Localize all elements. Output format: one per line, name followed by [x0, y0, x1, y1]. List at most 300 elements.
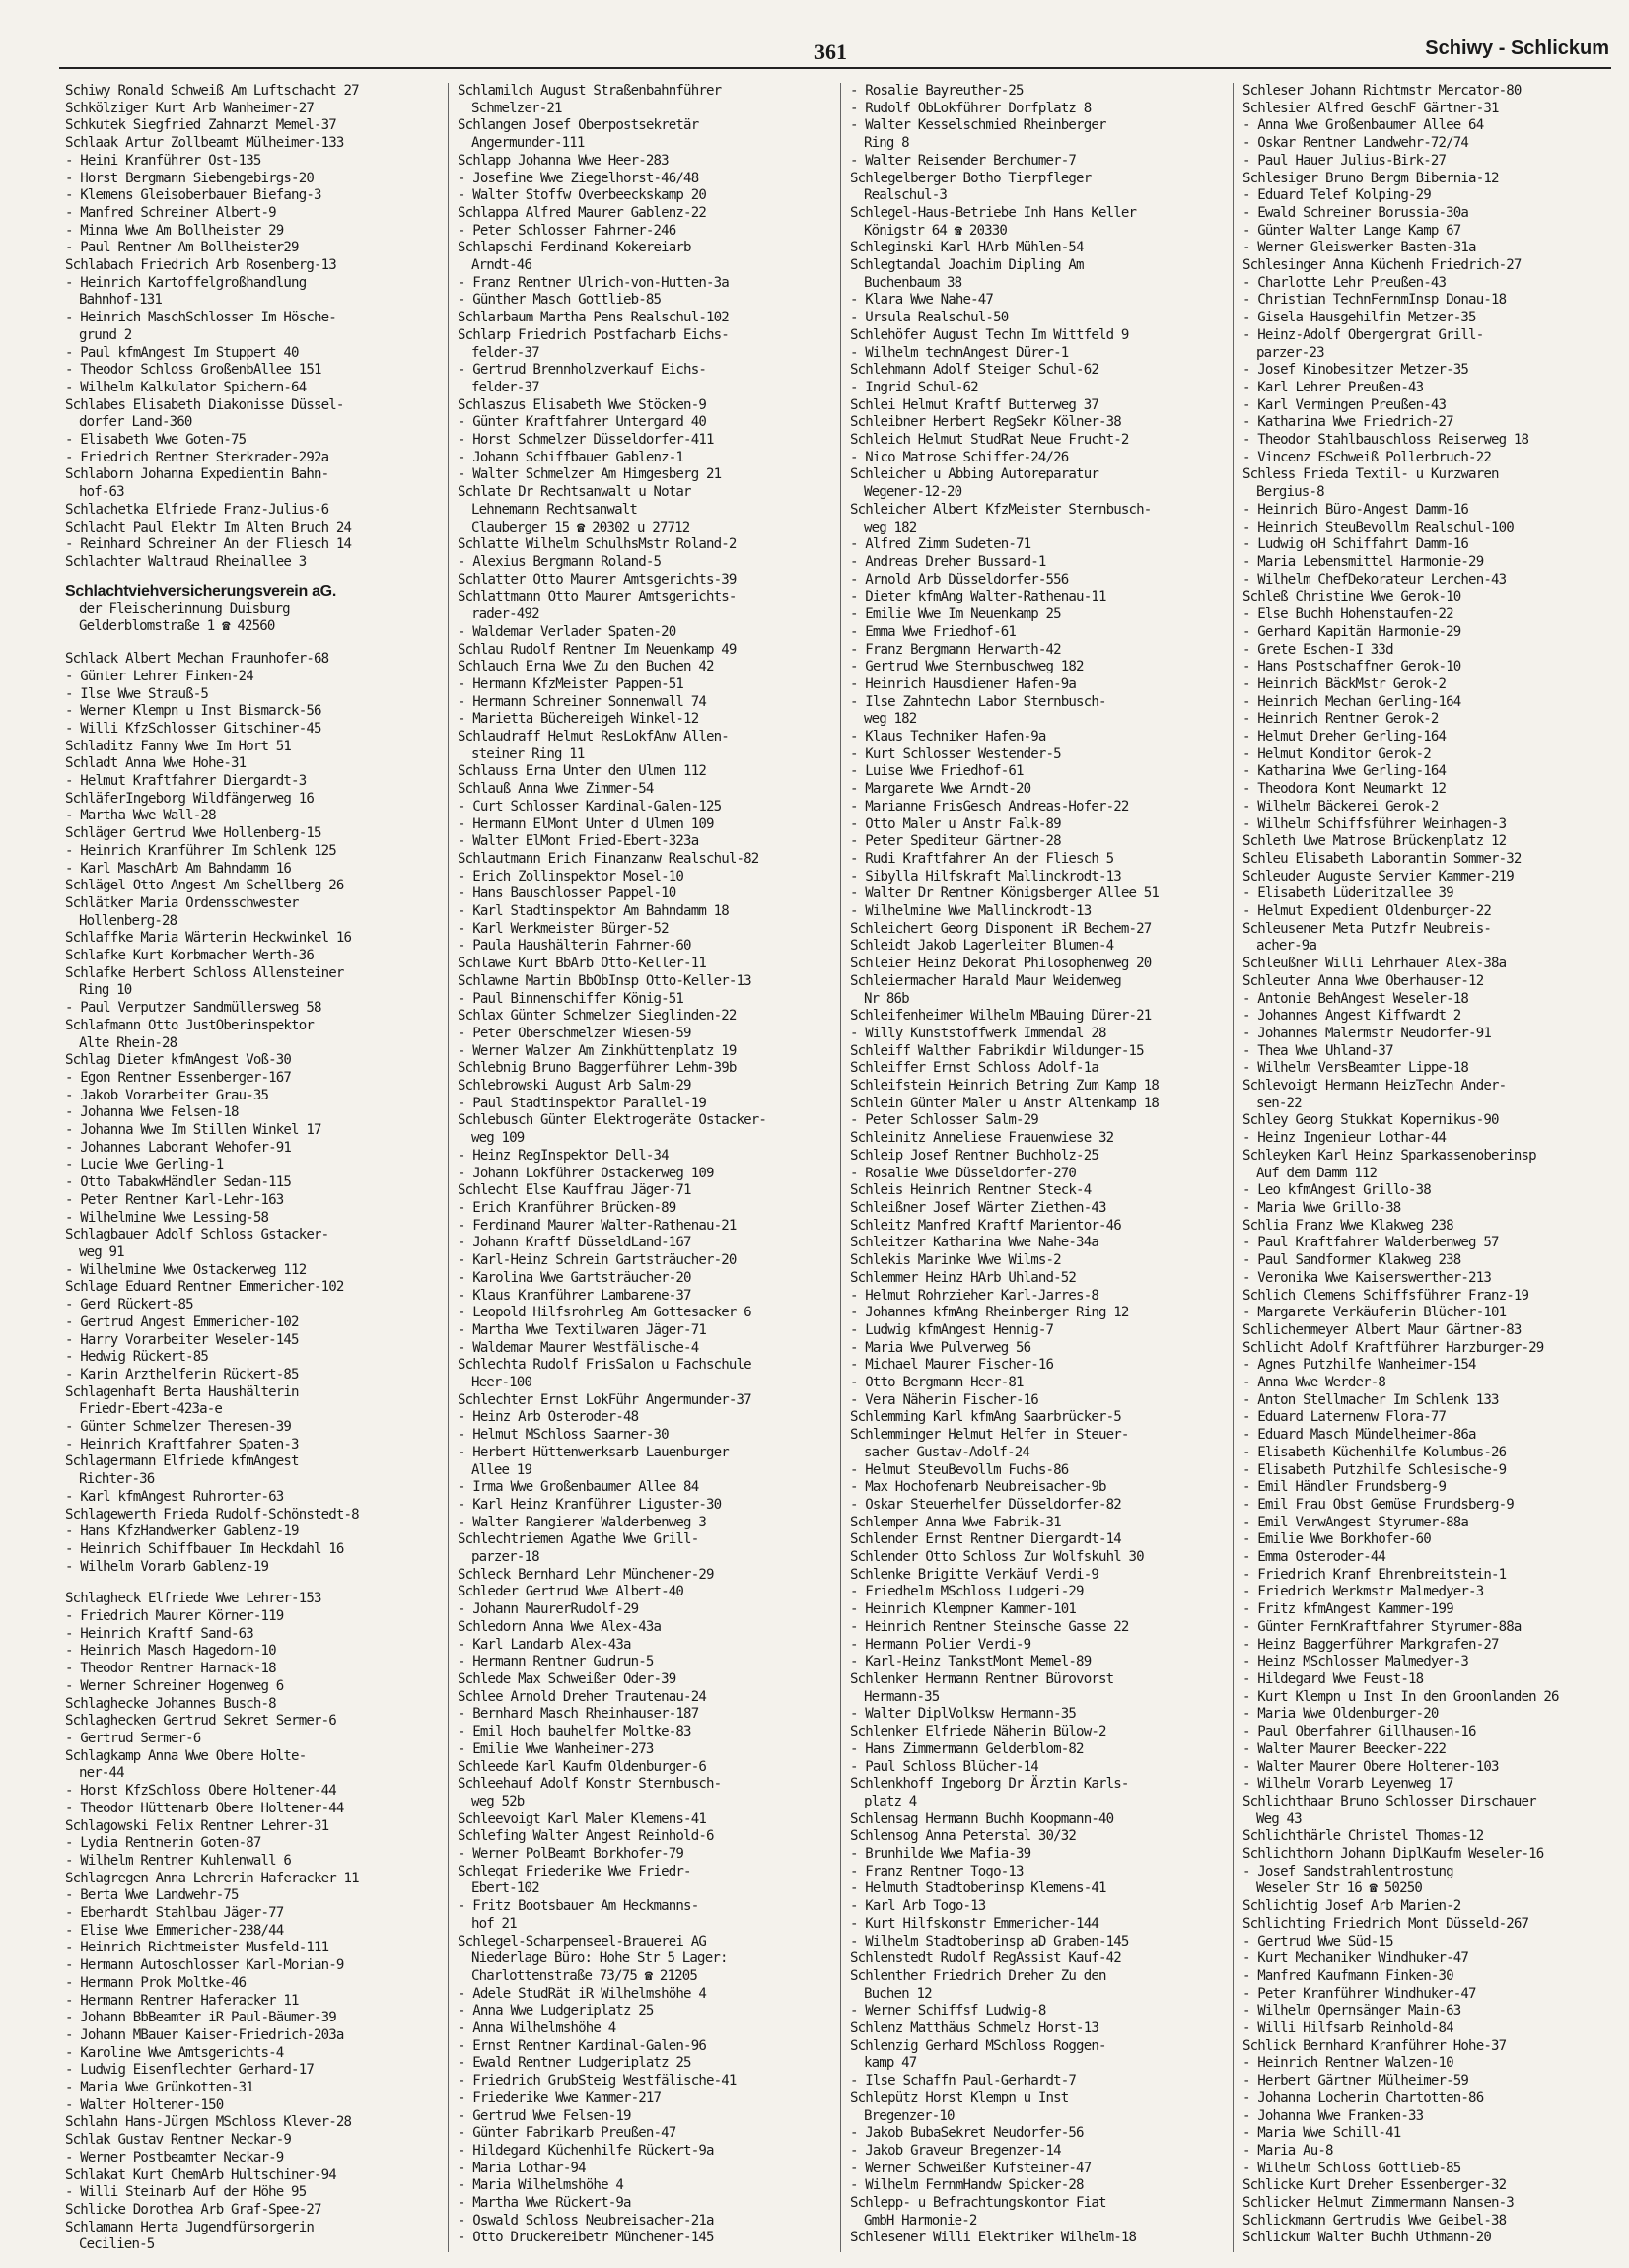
page-number: 361: [814, 39, 847, 64]
directory-entry: - Willy Kunststoffwerk Immendal 28: [850, 1025, 1106, 1041]
directory-entry: Schkölziger Kurt Arb Wanheimer-27: [65, 100, 314, 116]
directory-entry: Schlachter Waltraud Rheinallee 3: [65, 553, 307, 570]
directory-entry: Schlapp Johanna Wwe Heer-283: [458, 152, 669, 169]
directory-entry: - Maria Wwe Grillo-38: [1242, 1200, 1401, 1216]
directory-entry: - Kurt Schlosser Westender-5: [850, 745, 1061, 762]
directory-entry: - Karl Arb Togo-13: [850, 1898, 986, 1915]
entry-continuation: platz 4: [864, 1793, 917, 1809]
directory-entry: Schlick Bernhard Kranführer Hohe-37: [1242, 2037, 1507, 2054]
directory-entry: - Margarete Wwe Arndt-20: [850, 781, 1031, 798]
entry-continuation: Heer-100: [471, 1375, 532, 1391]
directory-entry: Schlesier Alfred GeschF Gärtner-31: [1242, 100, 1499, 116]
directory-entry: - Agnes Putzhilfe Wanheimer-154: [1242, 1357, 1476, 1374]
directory-entry: Schlak Gustav Rentner Neckar-9: [65, 2132, 292, 2149]
directory-entry: Schleede Karl Kaufm Oldenburger-6: [458, 1758, 706, 1775]
directory-entry: - Horst KfzSchloss Obere Holtener-44: [65, 1783, 336, 1800]
directory-entry: - Paul Verputzer Sandmüllersweg 58: [65, 1000, 321, 1017]
directory-entry: - Otto Maler u Anstr Falk-89: [850, 815, 1061, 832]
entry-continuation: Alte Rhein-28: [79, 1034, 177, 1051]
directory-entry: - Wilhelmine Wwe Lessing-58: [65, 1209, 269, 1226]
entry-continuation: Nr 86b: [864, 990, 909, 1007]
entry-continuation: Bergius-8: [1256, 484, 1324, 501]
entry-continuation: Buchenbaum 38: [864, 274, 962, 291]
entry-continuation: Angermunder-111: [471, 135, 585, 152]
directory-entry: - Emil Händler Frundsberg-9: [1242, 1479, 1447, 1496]
directory-entry: Schlaghecken Gertrud Sekret Sermer-6: [65, 1713, 336, 1730]
directory-entry: Schleginski Karl HArb Mühlen-54: [850, 240, 1084, 256]
entry-continuation: Allee 19: [471, 1461, 532, 1478]
directory-entry: - Ernst Rentner Kardinal-Galen-96: [458, 2037, 706, 2054]
directory-entry: - Paul Oberfahrer Gillhausen-16: [1242, 1724, 1476, 1740]
directory-entry: - Johanna Locherin Chartotten-86: [1242, 2090, 1484, 2106]
directory-entry: - Helmut Dreher Gerling-164: [1242, 729, 1447, 745]
directory-entry: Schlenz Matthäus Schmelz Horst-13: [850, 2020, 1098, 2037]
directory-entry: - Anna Wwe Werder-8: [1242, 1375, 1386, 1391]
directory-entry: - Margarete Verkäuferin Blücher-101: [1242, 1305, 1507, 1321]
directory-entry: - Ingrid Schul-62: [850, 379, 978, 395]
directory-entry: Schlender Otto Schloss Zur Wolfskuhl 30: [850, 1549, 1144, 1566]
directory-entry: - Waldemar Maurer Westfälische-4: [458, 1339, 699, 1356]
directory-entry: - Heinrich MaschSchlosser Im Hösche-: [65, 310, 336, 326]
directory-entry: - Ludwig oH Schiffahrt Damm-16: [1242, 536, 1469, 553]
entry-continuation: Bregenzer-10: [864, 2107, 955, 2124]
directory-entry: Schleifstein Heinrich Betring Zum Kamp 18: [850, 1078, 1160, 1095]
directory-entry: - Leo kfmAngest Grillo-38: [1242, 1182, 1431, 1199]
directory-entry: - Thea Wwe Uhland-37: [1242, 1042, 1393, 1059]
directory-entry: Schleibner Herbert RegSekr Kölner-38: [850, 414, 1121, 431]
directory-entry: - Helmut Kraftfahrer Diergardt-3: [65, 773, 307, 790]
directory-entry: - Hildegard Küchenhilfe Rückert-9a: [458, 2142, 714, 2159]
directory-entry: - Walter Dr Rentner Königsberger Allee 51: [850, 886, 1160, 902]
directory-entry: - Karl Stadtinspektor Am Bahndamm 18: [458, 903, 729, 920]
directory-entry: - Helmut MSchloss Saarner-30: [458, 1427, 669, 1444]
directory-entry: - Johann MaurerRudolf-29: [458, 1601, 639, 1618]
directory-entry: Schlichenmeyer Albert Maur Gärtner-83: [1242, 1321, 1522, 1338]
directory-entry: Schleehauf Adolf Konstr Sternbusch-: [458, 1776, 722, 1793]
directory-entry: - Anna Wwe Ludgeriplatz 25: [458, 2003, 654, 2020]
directory-entry: Schlenke Brigitte Verkäuf Verdi-9: [850, 1566, 1098, 1583]
directory-entry: - Walter Holtener-150: [65, 2096, 224, 2113]
directory-entry: - Helmut SteuBevollm Fuchs-86: [850, 1461, 1069, 1478]
directory-entry: Schlarp Friedrich Postfacharb Eichs-: [458, 326, 729, 343]
directory-entry: - Walter Rangierer Walderbenweg 3: [458, 1514, 706, 1530]
directory-entry: - Helmut Rohrzieher Karl-Jarres-8: [850, 1287, 1098, 1304]
directory-entry: Schlaffke Maria Wärterin Heckwinkel 16: [65, 930, 352, 947]
directory-entry: - Werner Gleiswerker Basten-31a: [1242, 240, 1476, 256]
directory-entry: - Eberhardt Stahlbau Jäger-77: [65, 1905, 284, 1922]
directory-entry: - Heinz Baggerführer Markgrafen-27: [1242, 1636, 1499, 1653]
directory-entry: - Otto Druckereibetr Münchener-145: [458, 2230, 714, 2246]
directory-entry: - Maria Wilhelmshöhe 4: [458, 2177, 623, 2194]
directory-entry: Schleth Uwe Matrose Brückenplatz 12: [1242, 833, 1507, 850]
directory-entry: - Peter Schlosser Salm-29: [850, 1112, 1038, 1129]
directory-entry: - Elisabeth Putzhilfe Schlesische-9: [1242, 1461, 1507, 1478]
entry-continuation: Cecilien-5: [79, 2236, 155, 2252]
directory-entry: - Johann BbBeamter iR Paul-Bäumer-39: [65, 2010, 336, 2026]
directory-entry: Schleier Heinz Dekorat Philosophenweg 20: [850, 956, 1152, 972]
directory-entry: - Wilhelm VersBeamter Lippe-18: [1242, 1060, 1469, 1077]
entry-continuation: Weg 43: [1256, 1810, 1302, 1827]
directory-entry: - Jakob Vorarbeiter Grau-35: [65, 1087, 269, 1103]
entry-continuation: Richter-36: [79, 1471, 155, 1488]
directory-entry: - Heinz RegInspektor Dell-34: [458, 1147, 669, 1164]
entry-continuation: Gelderblomstraße 1 ☎ 42560: [79, 618, 275, 635]
directory-entry: - Hans Bauschlosser Pappel-10: [458, 886, 676, 902]
directory-entry: Schlaak Artur Zollbeamt Mülheimer-133: [65, 135, 344, 152]
directory-entry: - Egon Rentner Essenberger-167: [65, 1069, 292, 1086]
directory-entry: - Heinrich Rentner Gerok-2: [1242, 711, 1439, 728]
directory-entry: - Günther Masch Gottlieb-85: [458, 292, 662, 309]
directory-entry: Schlichthorn Johann DiplKaufm Weseler-16: [1242, 1846, 1544, 1863]
directory-entry: - Emilie Wwe Wanheimer-273: [458, 1740, 654, 1757]
entry-continuation: weg 182: [864, 711, 917, 728]
entry-continuation: Niederlage Büro: Hohe Str 5 Lager:: [471, 1950, 728, 1967]
entry-continuation: sacher Gustav-Adolf-24: [864, 1444, 1029, 1460]
directory-column-4: [1242, 83, 1615, 2252]
directory-entry: Schlender Ernst Rentner Diergardt-14: [850, 1531, 1121, 1548]
directory-entry: - Willi KfzSchlosser Gitschiner-45: [65, 720, 321, 737]
directory-entry: - Maria Wwe Schill-41: [1242, 2125, 1401, 2142]
directory-entry: Schlicke Dorothea Arb Graf-Spee-27: [65, 2201, 321, 2218]
directory-entry: Schlacht Paul Elektr Im Alten Bruch 24: [65, 519, 352, 535]
directory-entry: - Gertrud Wwe Süd-15: [1242, 1933, 1393, 1949]
directory-entry: - Gisela Hausgehilfin Metzer-35: [1242, 310, 1476, 326]
directory-entry: - Friederike Wwe Kammer-217: [458, 2090, 662, 2106]
directory-entry: - Karl Lehrer Preußen-43: [1242, 379, 1424, 395]
entry-continuation: felder-37: [471, 379, 539, 395]
directory-entry: - Michael Maurer Fischer-16: [850, 1357, 1054, 1374]
directory-entry: - Kurt Hilfskonstr Emmericher-144: [850, 1915, 1098, 1932]
directory-entry: - Adele StudRät iR Wilhelmshöhe 4: [458, 1985, 706, 2002]
directory-entry: - Heinz MSchlosser Malmedyer-3: [1242, 1654, 1469, 1670]
directory-entry: - Karolina Wwe Gartsträucher-20: [458, 1269, 691, 1286]
directory-entry: - Maria Wwe Oldenburger-20: [1242, 1706, 1439, 1723]
entry-continuation: GmbH Harmonie-2: [864, 2212, 977, 2229]
directory-entry: Schlagregen Anna Lehrerin Haferacker 11: [65, 1870, 359, 1886]
directory-entry: - Hans Zimmermann Gelderblom-82: [850, 1740, 1084, 1757]
directory-entry: Schlemming Karl kfmAng Saarbrücker-5: [850, 1409, 1121, 1426]
directory-entry: - Walter DiplVolksw Hermann-35: [850, 1706, 1077, 1723]
directory-entry: Schlätker Maria Ordensschwester: [65, 894, 299, 911]
directory-entry: - Oskar Steuerhelfer Düsseldorfer-82: [850, 1496, 1121, 1513]
directory-entry: - Paul Sandformer Klakweg 238: [1242, 1252, 1461, 1269]
directory-entry: Schlehmann Adolf Steiger Schul-62: [850, 362, 1098, 379]
directory-entry: - Josef Sandstrahlentrostung: [1242, 1863, 1453, 1879]
entry-continuation: parzer-18: [471, 1549, 539, 1566]
directory-entry: - Paul Stadtinspektor Parallel-19: [458, 1095, 706, 1111]
directory-entry: - Jakob BubaSekret Neudorfer-56: [850, 2125, 1084, 2142]
entry-continuation: hof 21: [471, 1915, 517, 1932]
entry-continuation: acher-9a: [1256, 938, 1317, 955]
directory-entry: - Elisabeth Lüderitzallee 39: [1242, 886, 1453, 902]
directory-entry: - Klara Wwe Nahe-47: [850, 292, 994, 309]
directory-entry: Schiwy Ronald Schweiß Am Luftschacht 27: [65, 83, 359, 99]
entry-continuation: Ring 10: [79, 982, 132, 999]
directory-entry: - Johann Lokführer Ostackerweg 109: [458, 1165, 714, 1181]
directory-entry: - Bernhard Masch Rheinhauser-187: [458, 1706, 699, 1723]
directory-entry: - Hermann Prok Moltke-46: [65, 1974, 247, 1991]
directory-entry: Schlenzig Gerhard MSchloss Roggen-: [850, 2037, 1106, 2054]
directory-entry: - Rosalie Bayreuther-25: [850, 83, 1024, 99]
entry-continuation: kamp 47: [864, 2055, 917, 2072]
directory-entry: Schleicher Albert KfzMeister Sternbusch-: [850, 501, 1152, 518]
directory-entry: - Karl Werkmeister Bürger-52: [458, 920, 669, 937]
directory-entry: - Friedrich Kranf Ehrenbreitstein-1: [1242, 1566, 1507, 1583]
directory-entry: - Ewald Rentner Ludgeriplatz 25: [458, 2055, 691, 2072]
directory-entry: - Walter Reisender Berchumer-7: [850, 152, 1077, 169]
directory-entry: Schleifenheimer Wilhelm MBauing Dürer-21: [850, 1008, 1152, 1025]
directory-entry: Schlehöfer August Techn Im Wittfeld 9: [850, 326, 1129, 343]
directory-entry: Schlack Albert Mechan Fraunhofer-68: [65, 651, 329, 668]
directory-entry: Schleißner Josef Wärter Ziethen-43: [850, 1200, 1106, 1216]
directory-entry: - Arnold Arb Düsseldorfer-556: [850, 571, 1069, 588]
directory-entry: - Emma Wwe Friedhof-61: [850, 623, 1016, 640]
directory-entry: Schlagermann Elfriede kfmAngest: [65, 1453, 299, 1470]
column-divider: [840, 83, 841, 2252]
directory-entry: - Friedrich Werkmstr Malmedyer-3: [1242, 1584, 1484, 1600]
directory-entry: - Gertrud Brennholzverkauf Eichs-: [458, 362, 706, 379]
directory-entry: - Günter Kraftfahrer Untergard 40: [458, 414, 706, 431]
directory-entry: Schlax Günter Schmelzer Sieglinden-22: [458, 1008, 737, 1025]
directory-entry: - Luise Wwe Friedhof-61: [850, 763, 1024, 780]
directory-entry: - Hermann Schreiner Sonnenwall 74: [458, 693, 706, 710]
directory-entry: - Heinrich Richtmeister Musfeld-111: [65, 1940, 329, 1956]
directory-entry: - Karl Heinz Kranführer Liguster-30: [458, 1496, 722, 1513]
directory-entry: - Fritz kfmAngest Kammer-199: [1242, 1601, 1453, 1618]
directory-entry: - Helmut Expedient Oldenburger-22: [1242, 903, 1491, 920]
directory-entry: Schlagewerth Frieda Rudolf-Schönstedt-8: [65, 1506, 359, 1523]
directory-entry: Schlagkamp Anna Wwe Obere Holte-: [65, 1747, 307, 1764]
directory-entry: - Max Hochofenarb Neubreisacher-9b: [850, 1479, 1106, 1496]
directory-entry: Schleich Helmut StudRat Neue Frucht-2: [850, 432, 1129, 449]
directory-entry: - Werner Postbeamter Neckar-9: [65, 2149, 284, 2165]
directory-entry: - Martha Wwe Rückert-9a: [458, 2195, 631, 2212]
entry-continuation: weg 91: [79, 1244, 124, 1260]
directory-entry: - Heinrich Kartoffelgroßhandlung: [65, 274, 307, 291]
directory-entry: Schlegat Friederike Wwe Friedr-: [458, 1863, 691, 1879]
directory-entry: Schlahn Hans-Jürgen MSchloss Klever-28: [65, 2114, 352, 2131]
directory-entry: - Hildegard Wwe Feust-18: [1242, 1670, 1424, 1687]
entry-continuation: Wegener-12-20: [864, 484, 962, 501]
directory-entry: - Heinrich Kraftfahrer Spaten-3: [65, 1436, 299, 1453]
directory-entry: - Heinrich SteuBevollm Realschul-100: [1242, 519, 1514, 535]
entry-continuation: Königstr 64 ☎ 20330: [864, 222, 1008, 239]
directory-entry: Schlepp- u Befrachtungskontor Fiat: [850, 2195, 1106, 2212]
directory-entry: - Franz Rentner Ulrich-von-Hutten-3a: [458, 274, 729, 291]
directory-entry: - Karin Arzthelferin Rückert-85: [65, 1366, 299, 1382]
directory-entry: - Karl MaschArb Am Bahndamm 16: [65, 860, 292, 877]
directory-entry: - Johannes kfmAng Rheinberger Ring 12: [850, 1305, 1129, 1321]
directory-entry: - Harry Vorarbeiter Weseler-145: [65, 1331, 299, 1348]
directory-entry: Schleu Elisabeth Laborantin Sommer-32: [1242, 850, 1522, 867]
directory-entry: - Walter ElMont Fried-Ebert-323a: [458, 833, 699, 850]
directory-entry: - Ilse Zahntechn Labor Sternbusch-: [850, 693, 1106, 710]
directory-entry: - Werner Klempn u Inst Bismarck-56: [65, 703, 321, 720]
directory-entry: - Anton Stellmacher Im Schlenk 133: [1242, 1391, 1499, 1408]
directory-entry: - Friedhelm MSchloss Ludgeri-29: [850, 1584, 1084, 1600]
directory-entry: - Fritz Bootsbauer Am Heckmanns-: [458, 1898, 699, 1915]
directory-entry: - Katharina Wwe Gerling-164: [1242, 763, 1447, 780]
entry-continuation: Realschul-3: [864, 187, 947, 204]
directory-entry: Schlichtig Josef Arb Marien-2: [1242, 1898, 1461, 1915]
directory-entry: Schlegel-Scharpenseel-Brauerei AG: [458, 1933, 706, 1949]
directory-entry: Schlenkhoff Ingeborg Dr Ärztin Karls-: [850, 1776, 1129, 1793]
directory-entry: Schlagheck Elfriede Wwe Lehrer-153: [65, 1591, 321, 1607]
directory-entry: - Waldemar Verlader Spaten-20: [458, 623, 676, 640]
directory-entry: Schlate Dr Rechtsanwalt u Notar: [458, 484, 691, 501]
directory-entry: - Berta Wwe Landwehr-75: [65, 1887, 239, 1904]
directory-entry: - Anna Wilhelmshöhe 4: [458, 2020, 616, 2037]
directory-entry: - Theodora Kont Neumarkt 12: [1242, 781, 1447, 798]
directory-entry: - Eduard Laternenw Flora-77: [1242, 1409, 1447, 1426]
directory-entry: - Elise Wwe Emmericher-238/44: [65, 1922, 284, 1939]
entry-continuation: Ring 8: [864, 135, 909, 152]
directory-entry: Schlekis Marinke Wwe Wilms-2: [850, 1252, 1061, 1269]
directory-entry: - Charlotte Lehr Preußen-43: [1242, 274, 1447, 291]
directory-entry: - Ludwig Eisenflechter Gerhard-17: [65, 2062, 314, 2079]
directory-entry: Schläger Gertrud Wwe Hollenberg-15: [65, 825, 321, 842]
directory-entry: - Werner Schweißer Kufsteiner-47: [850, 2160, 1092, 2176]
directory-column-2: [458, 83, 830, 2252]
directory-entry: - Wilhelm FernmHandw Spicker-28: [850, 2177, 1084, 2194]
directory-entry: - Heinz-Adolf Obergergrat Grill-: [1242, 326, 1484, 343]
directory-entry: Schlensog Anna Peterstal 30/32: [850, 1828, 1077, 1845]
directory-entry: - Elisabeth Küchenhilfe Kolumbus-26: [1242, 1444, 1507, 1460]
directory-entry: - Vincenz ESchweiß Pollerbruch-22: [1242, 449, 1491, 465]
directory-entry: Schleuder Auguste Servier Kammer-219: [1242, 868, 1514, 885]
column-divider: [448, 83, 449, 2252]
entry-continuation: hof-63: [79, 484, 124, 501]
directory-entry: Schleinitz Anneliese Frauenwiese 32: [850, 1130, 1114, 1147]
directory-entry: - Hermann ElMont Unter d Ulmen 109: [458, 815, 714, 832]
directory-entry: - Ferdinand Maurer Walter-Rathenau-21: [458, 1217, 737, 1234]
directory-entry: - Paul Hauer Julius-Birk-27: [1242, 152, 1447, 169]
directory-entry: - Heinz Ingenieur Lothar-44: [1242, 1130, 1447, 1147]
directory-entry: Schlawne Martin BbObInsp Otto-Keller-13: [458, 972, 751, 989]
directory-entry: Schlaborn Johanna Expedientin Bahn-: [65, 466, 329, 483]
directory-entry: Schlichthärle Christel Thomas-12: [1242, 1828, 1484, 1845]
directory-entry: - Ewald Schreiner Borussia-30a: [1242, 204, 1469, 221]
directory-entry: Schlesener Willi Elektriker Wilhelm-18: [850, 2230, 1137, 2246]
entry-continuation: Lehnemann Rechtsanwalt: [471, 501, 637, 518]
directory-entry: - Hermann Rentner Gudrun-5: [458, 1654, 654, 1670]
directory-entry: Schlenker Elfriede Näherin Bülow-2: [850, 1724, 1106, 1740]
entry-continuation: Arndt-46: [471, 257, 532, 274]
directory-entry: - Heinrich BäckMstr Gerok-2: [1242, 675, 1447, 692]
column-divider: [1233, 83, 1234, 2252]
directory-entry: - Vera Näherin Fischer-16: [850, 1391, 1038, 1408]
directory-entry: - Wilhelm Vorarb Leyenweg 17: [1242, 1776, 1453, 1793]
entry-continuation: Weseler Str 16 ☎ 50250: [1256, 1880, 1422, 1897]
directory-entry: - Horst Schmelzer Düsseldorfer-411: [458, 432, 714, 449]
entry-continuation: weg 182: [864, 519, 917, 535]
directory-entry: - Werner PolBeamt Borkhofer-79: [458, 1846, 684, 1863]
section-heading: Schlachtviehversicherungsverein aG.: [65, 582, 336, 600]
directory-entry: - Maria Wwe Pulverweg 56: [850, 1339, 1031, 1356]
directory-entry: Schlicke Kurt Dreher Essenberger-32: [1242, 2177, 1507, 2194]
directory-entry: - Karl Vermingen Preußen-43: [1242, 396, 1447, 413]
directory-entry: Schlag Dieter kfmAngest Voß-30: [65, 1052, 292, 1069]
directory-entry: - Herbert Gärtner Mülheimer-59: [1242, 2073, 1469, 2090]
directory-entry: - Wilhelmine Wwe Ostackerweg 112: [65, 1261, 307, 1278]
directory-entry: - Paul Schloss Blücher-14: [850, 1758, 1038, 1775]
directory-entry: Schlei Helmut Kraftf Butterweg 37: [850, 396, 1098, 413]
directory-entry: Schleser Johann Richtmstr Mercator-80: [1242, 83, 1522, 99]
directory-entry: - Eduard Telef Kolping-29: [1242, 187, 1431, 204]
directory-entry: Schlage Eduard Rentner Emmericher-102: [65, 1279, 344, 1296]
directory-entry: Schlappa Alfred Maurer Gablenz-22: [458, 204, 706, 221]
directory-entry: - Rosalie Wwe Düsseldorfer-270: [850, 1165, 1077, 1181]
directory-entry: - Emil Hoch bauhelfer Moltke-83: [458, 1724, 691, 1740]
directory-entry: - Heinz Arb Osteroder-48: [458, 1409, 639, 1426]
spacer: [65, 1576, 438, 1591]
directory-entry: - Erich Kranführer Brücken-89: [458, 1200, 676, 1216]
directory-entry: - Theodor Hüttenarb Obere Holtener-44: [65, 1800, 344, 1816]
header-rule: [59, 67, 1611, 69]
entry-continuation: Hollenberg-28: [79, 912, 177, 929]
directory-entry: - Kurt Mechaniker Windhuker-47: [1242, 1950, 1469, 1967]
directory-entry: - Marianne FrisGesch Andreas-Hofer-22: [850, 798, 1129, 815]
directory-entry: Schlafke Kurt Korbmacher Werth-36: [65, 948, 314, 964]
directory-entry: Schlede Max Schweißer Oder-39: [458, 1670, 676, 1687]
directory-entry: Schleip Josef Rentner Buchholz-25: [850, 1147, 1098, 1164]
directory-entry: - Willi Hilfsarb Reinhold-84: [1242, 2020, 1453, 2037]
directory-entry: Schlecht Else Kauffrau Jäger-71: [458, 1182, 691, 1199]
directory-entry: Schladt Anna Wwe Hohe-31: [65, 755, 247, 772]
directory-entry: - Helmuth Stadtoberinsp Klemens-41: [850, 1880, 1106, 1897]
directory-entry: Schley Georg Stukkat Kopernikus-90: [1242, 1112, 1499, 1129]
directory-entry: - Rudi Kraftfahrer An der Fliesch 5: [850, 850, 1114, 867]
directory-entry: Schlenker Hermann Rentner Bürovorst: [850, 1670, 1114, 1687]
directory-entry: - Walter Maurer Obere Holtener-103: [1242, 1758, 1499, 1775]
directory-entry: Schlabes Elisabeth Diakonisse Düssel-: [65, 396, 344, 413]
directory-entry: - Katharina Wwe Friedrich-27: [1242, 414, 1453, 431]
directory-entry: - Karl-Heinz Schrein Gartsträucher-20: [458, 1252, 737, 1269]
directory-entry: Schlesinger Anna Küchenh Friedrich-27: [1242, 257, 1522, 274]
entry-continuation: felder-37: [471, 344, 539, 361]
directory-entry: Schleiffer Ernst Schloss Adolf-1a: [850, 1060, 1098, 1077]
entry-continuation: Friedr-Ebert-423a-e: [79, 1401, 223, 1418]
directory-entry: Schlia Franz Wwe Klakweg 238: [1242, 1217, 1453, 1234]
directory-entry: - Werner Schreiner Hogenweg 6: [65, 1677, 284, 1694]
directory-entry: - Wilhelm Schloss Gottlieb-85: [1242, 2160, 1461, 2176]
directory-entry: - Andreas Dreher Bussard-1: [850, 553, 1046, 570]
directory-columns: [65, 83, 1613, 2252]
directory-entry: - Peter Schlosser Fahrner-246: [458, 222, 676, 239]
directory-entry: - Elisabeth Wwe Goten-75: [65, 432, 247, 449]
directory-entry: Schlebnig Bruno Baggerführer Lehm-39b: [458, 1060, 737, 1077]
directory-entry: - Hans KfzHandwerker Gablenz-19: [65, 1524, 299, 1540]
directory-entry: - Rudolf ObLokführer Dorfplatz 8: [850, 100, 1092, 116]
directory-entry: Schlagbauer Adolf Schloss Gstacker-: [65, 1227, 329, 1243]
directory-entry: - Gertrud Angest Emmericher-102: [65, 1313, 299, 1330]
directory-entry: - Werner Walzer Am Zinkhüttenplatz 19: [458, 1042, 737, 1059]
directory-entry: - Eduard Masch Mündelheimer-86a: [1242, 1427, 1476, 1444]
directory-entry: - Hermann Polier Verdi-9: [850, 1636, 1031, 1653]
directory-entry: - Josefine Wwe Ziegelhorst-46/48: [458, 170, 699, 186]
directory-entry: Schleevoigt Karl Maler Klemens-41: [458, 1810, 706, 1827]
directory-entry: - Ilse Wwe Strauß-5: [65, 685, 209, 702]
directory-entry: - Peter Oberschmelzer Wiesen-59: [458, 1025, 691, 1041]
directory-entry: - Emil VerwAngest Styrumer-88a: [1242, 1514, 1469, 1530]
directory-entry: Schlautmann Erich Finanzanw Realschul-82: [458, 850, 759, 867]
directory-entry: - Karl-Heinz TankstMont Memel-89: [850, 1654, 1092, 1670]
directory-entry: Schlich Clemens Schiffsführer Franz-19: [1242, 1287, 1529, 1304]
directory-entry: - Hermann KfzMeister Pappen-51: [458, 675, 684, 692]
directory-entry: - Walter Stoffw Overbeeckskamp 20: [458, 187, 706, 204]
directory-entry: - Reinhard Schreiner An der Fliesch 14: [65, 536, 352, 553]
directory-entry: - Günter Walter Lange Kamp 67: [1242, 222, 1461, 239]
